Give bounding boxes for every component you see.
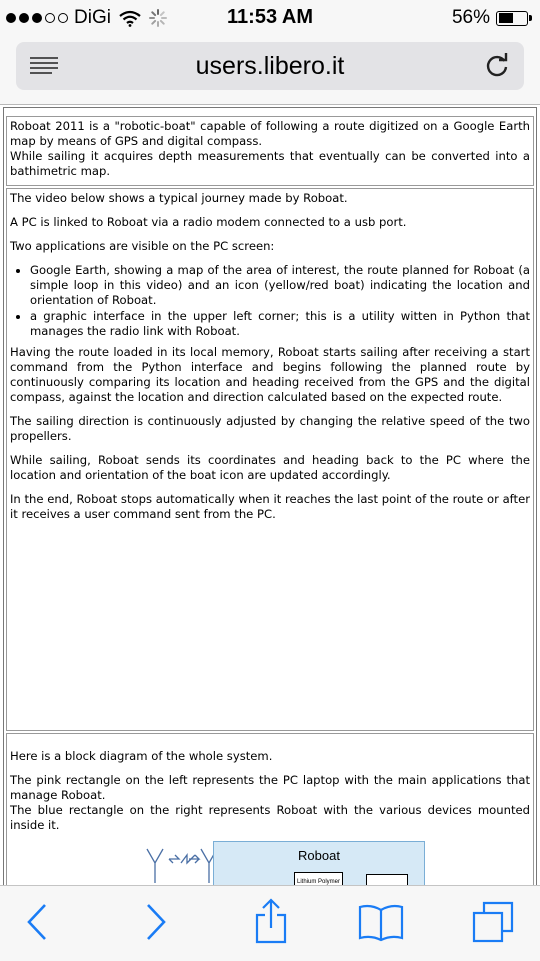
video-paragraph: A PC is linked to Roboat via a radio modem connected to a usb port.	[10, 215, 407, 229]
diagram-paragraph: The pink rectangle on the left represents the PC laptop with the main applications that manage Roboat.	[10, 773, 530, 802]
video-paragraph: The video below shows a typical journey made by Roboat.	[10, 191, 348, 205]
intro-paragraph: Roboat 2011 is a "robotic-boat" capable of following a route digitized on a Google Earth map by means of GPS and digital compass.	[10, 119, 530, 148]
roboat-block	[213, 841, 425, 885]
video-paragraph: The sailing direction is continuously adjusted by changing the relative speed of the two propellers.	[10, 414, 530, 443]
diagram-paragraph: Here is a block diagram of the whole system.	[10, 749, 273, 763]
intro-cell	[6, 116, 534, 186]
status-bar	[0, 0, 540, 36]
battery-icon	[496, 11, 528, 26]
book-icon[interactable]	[358, 904, 404, 942]
list-item: • a graphic interface in the upper left corner; this is a utility witten in Python that manages the radio link with Roboat.	[30, 309, 530, 339]
browser-nav-area	[0, 36, 540, 105]
battery-fill	[499, 13, 514, 23]
url-text[interactable]: users.libero.it	[195, 52, 345, 80]
status-time: 11:53 AM	[227, 6, 313, 28]
lithium-polymer-label: Lithium Polymer	[294, 872, 343, 885]
intro-paragraph: While sailing it acquires depth measurements that eventually can be converted into a bathimetric map.	[10, 149, 530, 178]
battery-percent: 56%	[451, 7, 490, 28]
chevron-right-icon[interactable]	[145, 902, 167, 942]
carrier-name: DiGi	[74, 7, 111, 28]
video-description-cell	[6, 188, 534, 731]
content-table	[3, 107, 537, 885]
block-diagram-cell	[6, 733, 534, 885]
device-block	[366, 874, 408, 885]
roboat-label: Roboat	[298, 848, 340, 863]
address-bar[interactable]	[16, 42, 524, 90]
video-paragraph: While sailing, Roboat sends its coordinates and heading back to the PC where the location and orientation of the boat icon are updated accordingly.	[10, 453, 530, 482]
reload-icon[interactable]	[484, 53, 510, 79]
block-diagram-image	[10, 837, 530, 885]
web-page-content[interactable]	[0, 105, 540, 885]
video-paragraph: Having the route loaded in its local memory, Roboat starts sailing after receiving a start command from the Python interface and begins following the planned route by continuously comparing its location and heading received from the GPS and the digital compass, against the location and direction calculated based on the expected route.	[10, 345, 530, 404]
diagram-paragraph: The blue rectangle on the right represents Roboat with the various devices mounted inside it.	[10, 803, 530, 832]
video-paragraph: Two applications are visible on the PC screen:	[10, 239, 275, 253]
battery-tip	[529, 15, 532, 21]
chevron-left-icon[interactable]	[26, 902, 48, 942]
video-paragraph: In the end, Roboat stops automatically when it reaches the last point of the route or after it receives a user command sent from the PC.	[10, 492, 530, 521]
tabs-icon[interactable]	[472, 900, 516, 944]
browser-toolbar	[0, 885, 540, 961]
applications-list	[10, 263, 530, 339]
status-right	[452, 7, 532, 29]
list-item: • Google Earth, showing a map of the area of interest, the route planned for Roboat (a simple loop in this video) and an icon (yellow/red boat) indicating the location and orientation of Roboat.	[30, 263, 530, 308]
radio-link-icon	[143, 845, 223, 885]
share-icon[interactable]	[254, 898, 288, 944]
